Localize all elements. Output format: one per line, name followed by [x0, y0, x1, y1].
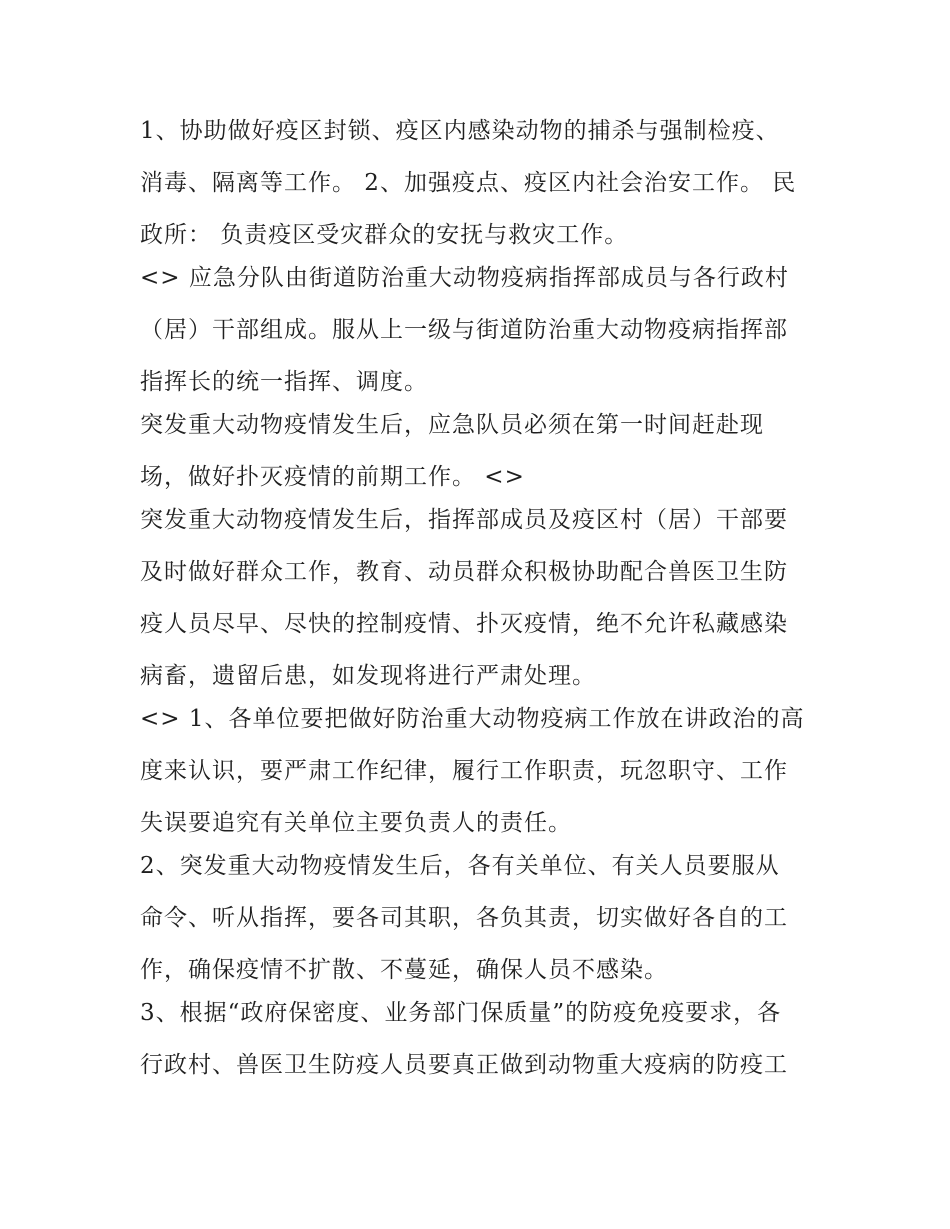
text-line-1: 1、协助做好疫区封锁、疫区内感染动物的捕杀与强制检疫、 — [140, 118, 780, 144]
text-line-19: 3、根据“政府保密度、业务部门保质量”的防疫免疫要求，各 — [140, 1000, 782, 1026]
text-line-7: 突发重大动物疫情发生后，应急队员必须在第一时间赶赴现 — [140, 412, 764, 438]
text-line-8: 场，做好扑灭疫情的前期工作。 <> — [140, 464, 525, 490]
text-line-16: 2、突发重大动物疫情发生后，各有关单位、有关人员要服从 — [140, 853, 780, 879]
text-line-11: 疫人员尽早、尽快的控制疫情、扑灭疫情，绝不允许私藏感染 — [140, 611, 788, 637]
text-line-20: 行政村、兽医卫生防疫人员要真正做到动物重大疫病的防疫工 — [140, 1052, 788, 1078]
text-line-14: 度来认识，要严肃工作纪律，履行工作职责，玩忽职守、工作 — [140, 758, 788, 784]
text-line-2: 消毒、隔离等工作。 2、加强疫点、疫区内社会治安工作。 民 — [140, 170, 797, 196]
document-body — [140, 112, 820, 1084]
text-line-17: 命令、听从指挥，要各司其职，各负其责，切实做好各自的工 — [140, 905, 788, 931]
text-line-13: <> 1、各单位要把做好防治重大动物疫病工作放在讲政治的高 — [140, 706, 805, 732]
text-line-3: 政所： 负责疫区受灾群众的安抚与救灾工作。 — [140, 222, 629, 248]
text-line-12: 病畜，遗留后患，如发现将进行严肃处理。 — [140, 663, 596, 689]
text-line-4: <> 应急分队由街道防治重大动物疫病指挥部成员与各行政村 — [140, 265, 789, 291]
text-line-10: 及时做好群众工作，教育、动员群众积极协助配合兽医卫生防 — [140, 559, 788, 585]
text-line-9: 突发重大动物疫情发生后，指挥部成员及疫区村（居）干部要 — [140, 507, 788, 533]
text-line-15: 失误要追究有关单位主要负责人的责任。 — [140, 810, 572, 836]
text-line-5: （居）干部组成。服从上一级与街道防治重大动物疫病指挥部 — [140, 317, 788, 343]
text-line-6: 指挥长的统一指挥、调度。 — [140, 369, 428, 395]
text-line-18: 作，确保疫情不扩散、不蔓延，确保人员不感染。 — [140, 957, 668, 983]
